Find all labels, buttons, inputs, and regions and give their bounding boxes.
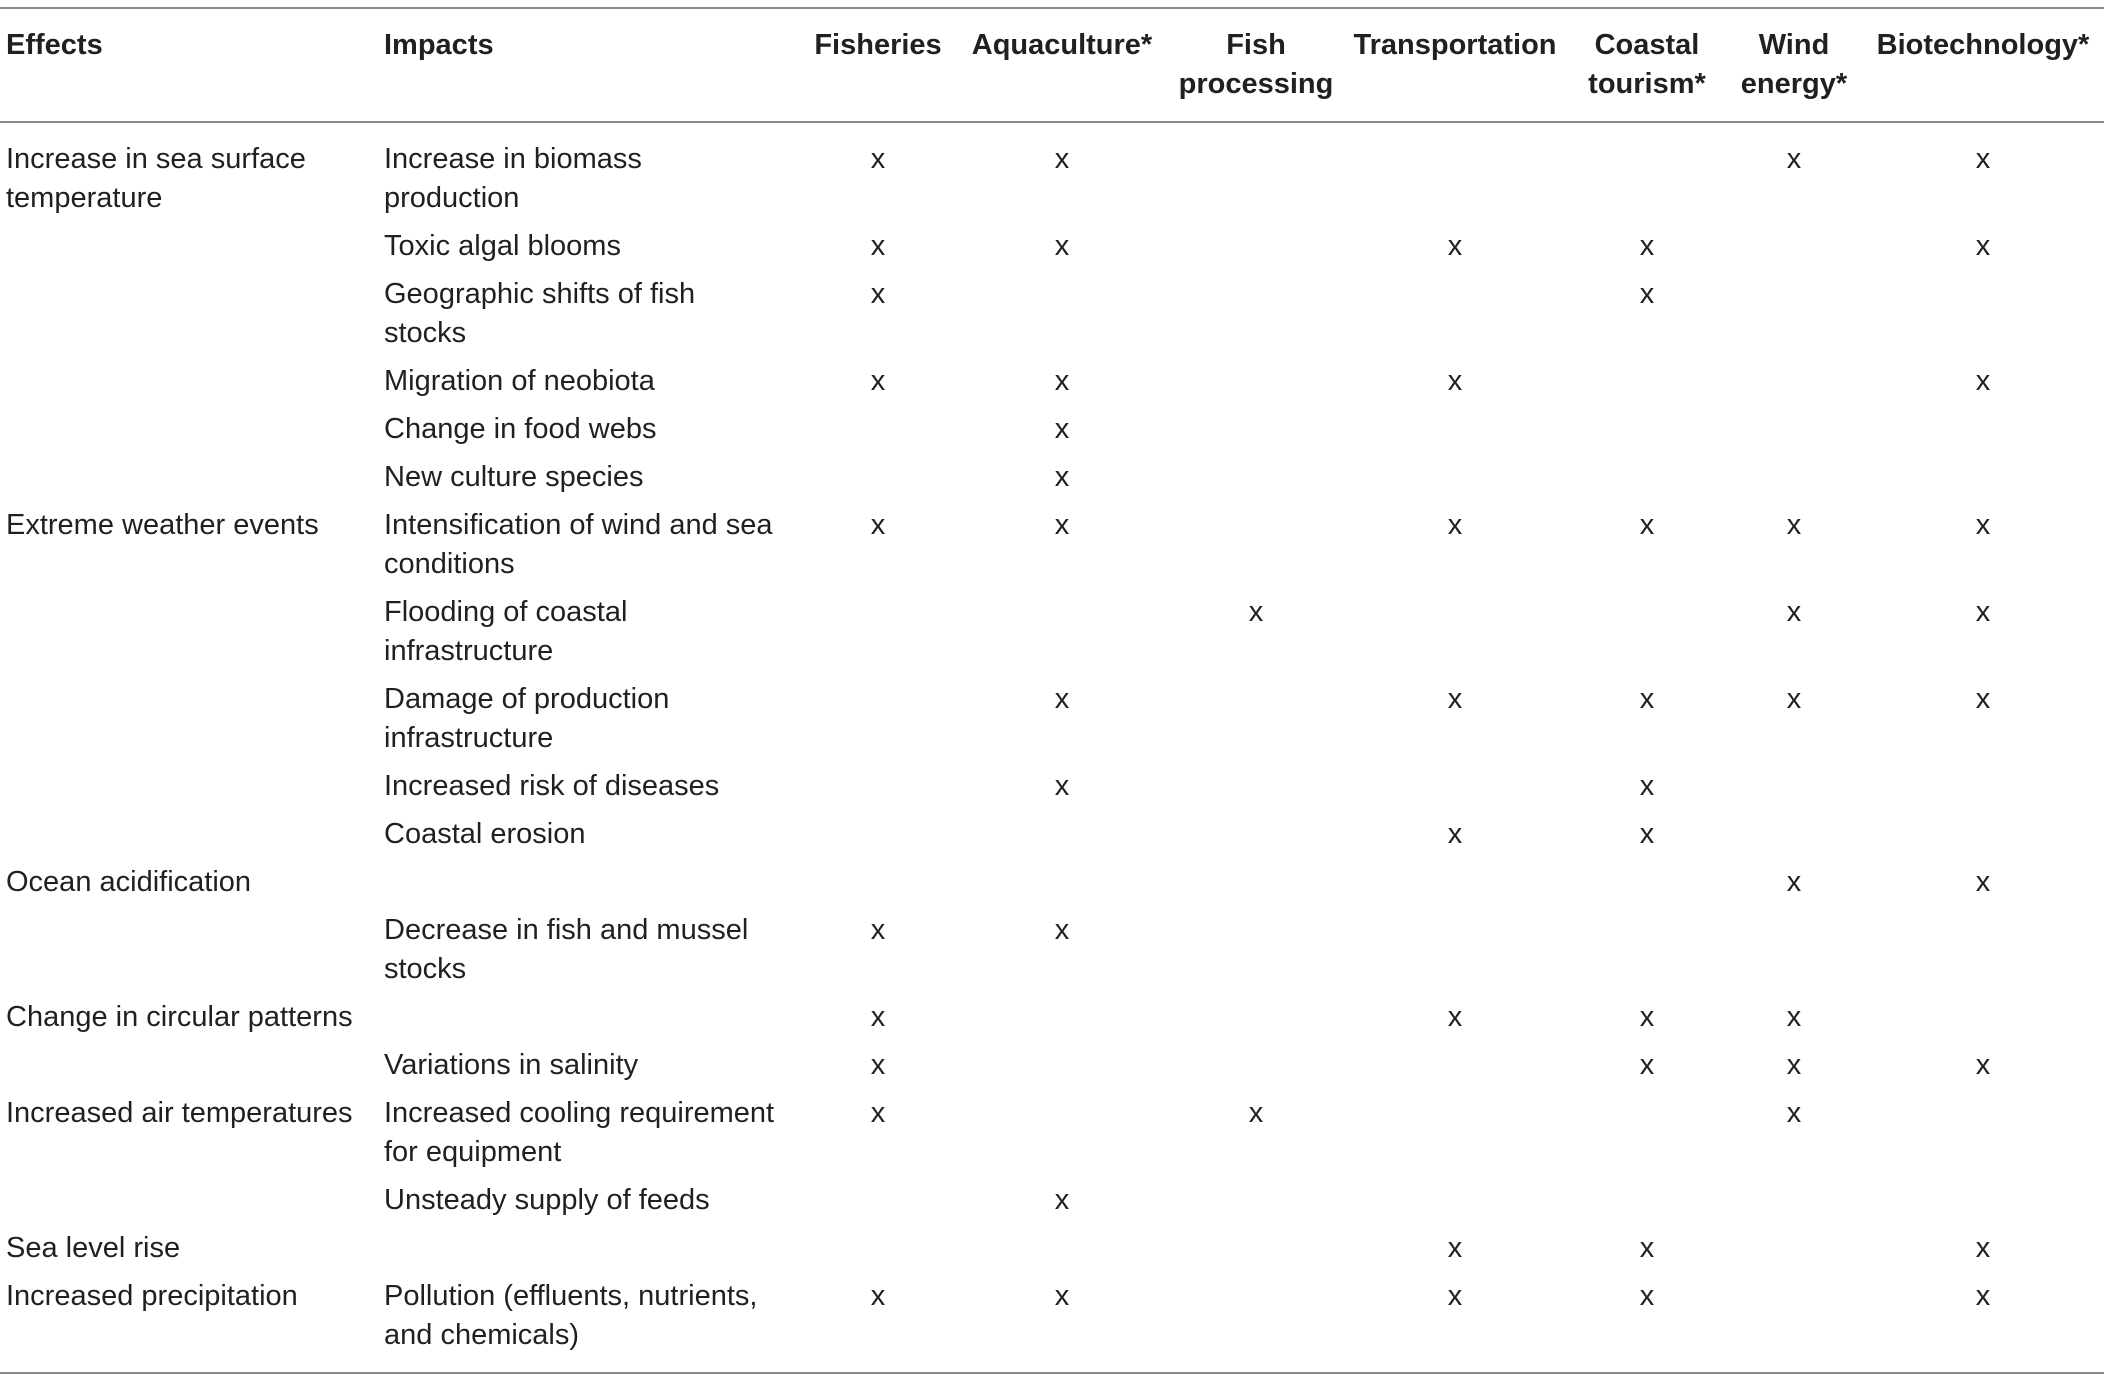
mark-cell-transportation <box>1342 1090 1568 1177</box>
mark-cell-fisheries: x <box>870 914 886 946</box>
mark-cell-biotechnology: x <box>1975 1232 1991 1264</box>
mark-cell-wind-energy <box>1726 223 1862 271</box>
mark-cell-aquaculture: x <box>1054 230 1070 262</box>
table-row <box>0 454 2104 502</box>
mark-cell-fish-processing <box>1170 454 1342 502</box>
mark-cell-aquaculture: x <box>1054 143 1070 175</box>
mark-cell-biotechnology: x <box>1975 1049 1991 1081</box>
impact-cell: Flooding of coastal infrastructure <box>384 596 628 667</box>
mark-cell-aquaculture <box>954 859 1170 907</box>
mark-cell-coastal-tourism: x <box>1639 509 1655 541</box>
mark-cell-aquaculture <box>954 1090 1170 1177</box>
column-header-transportation: Transportation <box>1353 29 1557 61</box>
mark-cell-wind-energy <box>1726 271 1862 358</box>
table-row <box>0 1042 2104 1090</box>
table-row <box>0 589 2104 676</box>
mark-cell-biotechnology: x <box>1975 683 1991 715</box>
mark-cell-fisheries: x <box>870 1097 886 1129</box>
column-header-fisheries: Fisheries <box>814 29 942 61</box>
mark-cell-transportation: x <box>1447 1001 1463 1033</box>
impact-cell: Increased risk of diseases <box>384 770 720 802</box>
table-row <box>0 763 2104 811</box>
effect-cell <box>0 223 378 271</box>
mark-cell-aquaculture: x <box>1054 1184 1070 1216</box>
mark-cell-aquaculture: x <box>1054 461 1070 493</box>
mark-cell-biotechnology: x <box>1975 143 1991 175</box>
mark-cell-coastal-tourism: x <box>1639 1280 1655 1312</box>
mark-cell-fish-processing <box>1170 502 1342 589</box>
mark-cell-fisheries: x <box>870 1001 886 1033</box>
effect-cell <box>0 271 378 358</box>
mark-cell-fish-processing: x <box>1248 1097 1264 1129</box>
mark-cell-biotechnology <box>1862 271 2104 358</box>
mark-cell-wind-energy: x <box>1786 1097 1802 1129</box>
table-row <box>0 1090 2104 1177</box>
mark-cell-coastal-tourism <box>1568 1177 1726 1225</box>
effect-cell <box>0 454 378 502</box>
impact-cell <box>378 859 802 907</box>
impact-cell: Coastal erosion <box>384 818 586 850</box>
column-header-effects: Effects <box>6 29 103 61</box>
mark-cell-fish-processing <box>1170 358 1342 406</box>
mark-cell-aquaculture <box>954 994 1170 1042</box>
mark-cell-aquaculture <box>954 271 1170 358</box>
mark-cell-wind-energy: x <box>1786 1001 1802 1033</box>
effect-cell: Ocean acidification <box>6 866 252 898</box>
effect-cell: Increased precipitation <box>6 1280 298 1312</box>
table-row <box>0 223 2104 271</box>
mark-cell-transportation <box>1342 454 1568 502</box>
mark-cell-coastal-tourism <box>1568 358 1726 406</box>
mark-cell-fish-processing <box>1170 811 1342 859</box>
impact-cell <box>378 1225 802 1273</box>
mark-cell-wind-energy <box>1726 1225 1862 1273</box>
mark-cell-biotechnology: x <box>1975 596 1991 628</box>
mark-cell-fish-processing <box>1170 271 1342 358</box>
impact-cell: Pollution (effluents, nutrients, and chemicals) <box>384 1280 758 1351</box>
mark-cell-transportation: x <box>1447 1280 1463 1312</box>
mark-cell-fish-processing <box>1170 223 1342 271</box>
mark-cell-fish-processing: x <box>1248 596 1264 628</box>
effect-cell <box>0 676 378 763</box>
table-row <box>0 502 2104 589</box>
mark-cell-aquaculture: x <box>1054 413 1070 445</box>
mark-cell-fisheries: x <box>870 1280 886 1312</box>
impact-cell <box>378 994 802 1042</box>
effect-cell <box>0 1177 378 1225</box>
impact-cell: Unsteady supply of feeds <box>384 1184 710 1216</box>
table-row <box>0 122 2104 223</box>
mark-cell-wind-energy <box>1726 1273 1862 1373</box>
mark-cell-aquaculture <box>954 589 1170 676</box>
mark-cell-fisheries: x <box>870 278 886 310</box>
mark-cell-transportation <box>1342 122 1568 223</box>
mark-cell-fisheries: x <box>870 365 886 397</box>
mark-cell-aquaculture: x <box>1054 365 1070 397</box>
mark-cell-biotechnology <box>1862 811 2104 859</box>
mark-cell-transportation: x <box>1447 683 1463 715</box>
impact-cell: Increased cooling requirement for equipment <box>384 1097 775 1168</box>
mark-cell-fisheries <box>802 406 954 454</box>
table-row <box>0 994 2104 1042</box>
mark-cell-coastal-tourism: x <box>1639 1049 1655 1081</box>
effect-cell <box>0 907 378 994</box>
mark-cell-aquaculture <box>954 1225 1170 1273</box>
mark-cell-biotechnology: x <box>1975 866 1991 898</box>
impact-cell: Geographic shifts of fish stocks <box>384 278 696 349</box>
header-row <box>0 8 2104 122</box>
mark-cell-aquaculture: x <box>1054 509 1070 541</box>
table-body <box>0 122 2104 1373</box>
impact-cell: Change in food webs <box>384 413 657 445</box>
mark-cell-fisheries <box>802 859 954 907</box>
impact-cell: Increase in biomass production <box>384 143 642 214</box>
mark-cell-fisheries: x <box>870 1049 886 1081</box>
mark-cell-coastal-tourism: x <box>1639 818 1655 850</box>
mark-cell-transportation <box>1342 271 1568 358</box>
mark-cell-fisheries: x <box>870 230 886 262</box>
column-header-coastal-tourism: Coastal tourism* <box>1588 29 1706 100</box>
mark-cell-biotechnology <box>1862 907 2104 994</box>
mark-cell-coastal-tourism: x <box>1639 1001 1655 1033</box>
mark-cell-aquaculture: x <box>1054 770 1070 802</box>
impact-cell: Variations in salinity <box>384 1049 639 1081</box>
table-row <box>0 907 2104 994</box>
effect-cell <box>0 811 378 859</box>
mark-cell-biotechnology: x <box>1975 1280 1991 1312</box>
table-row <box>0 676 2104 763</box>
mark-cell-fisheries: x <box>870 143 886 175</box>
mark-cell-fisheries <box>802 454 954 502</box>
mark-cell-transportation <box>1342 763 1568 811</box>
mark-cell-fish-processing <box>1170 1225 1342 1273</box>
mark-cell-fish-processing <box>1170 676 1342 763</box>
table-row <box>0 1225 2104 1273</box>
mark-cell-wind-energy <box>1726 406 1862 454</box>
mark-cell-biotechnology: x <box>1975 509 1991 541</box>
mark-cell-transportation <box>1342 859 1568 907</box>
table-row <box>0 1273 2104 1373</box>
mark-cell-fisheries <box>802 676 954 763</box>
effect-cell: Increased air temperatures <box>6 1097 353 1129</box>
mark-cell-biotechnology <box>1862 763 2104 811</box>
mark-cell-coastal-tourism: x <box>1639 278 1655 310</box>
mark-cell-biotechnology: x <box>1975 230 1991 262</box>
effect-cell: Increase in sea surface temperature <box>6 143 306 214</box>
mark-cell-coastal-tourism: x <box>1639 1232 1655 1264</box>
effect-cell: Extreme weather events <box>6 509 319 541</box>
mark-cell-transportation <box>1342 1042 1568 1090</box>
mark-cell-fisheries <box>802 1177 954 1225</box>
mark-cell-fish-processing <box>1170 859 1342 907</box>
impact-cell: New culture species <box>384 461 644 493</box>
mark-cell-coastal-tourism <box>1568 454 1726 502</box>
mark-cell-biotechnology <box>1862 1090 2104 1177</box>
mark-cell-biotechnology <box>1862 1177 2104 1225</box>
impact-cell: Toxic algal blooms <box>384 230 621 262</box>
impact-cell: Intensification of wind and sea conditions <box>384 509 773 580</box>
impact-cell: Migration of neobiota <box>384 365 655 397</box>
mark-cell-aquaculture: x <box>1054 914 1070 946</box>
impact-cell: Damage of production infrastructure <box>384 683 670 754</box>
mark-cell-wind-energy <box>1726 454 1862 502</box>
mark-cell-fish-processing <box>1170 406 1342 454</box>
mark-cell-wind-energy: x <box>1786 143 1802 175</box>
table-row <box>0 271 2104 358</box>
mark-cell-coastal-tourism: x <box>1639 683 1655 715</box>
mark-cell-wind-energy <box>1726 811 1862 859</box>
mark-cell-fish-processing <box>1170 1042 1342 1090</box>
effect-cell <box>0 358 378 406</box>
column-header-aquaculture: Aquaculture* <box>971 29 1153 61</box>
mark-cell-biotechnology <box>1862 994 2104 1042</box>
mark-cell-fish-processing <box>1170 1273 1342 1373</box>
mark-cell-coastal-tourism <box>1568 1090 1726 1177</box>
mark-cell-transportation <box>1342 589 1568 676</box>
mark-cell-wind-energy <box>1726 358 1862 406</box>
mark-cell-fish-processing <box>1170 763 1342 811</box>
column-header-fish-processing: Fish processing <box>1178 29 1334 100</box>
mark-cell-fish-processing <box>1170 122 1342 223</box>
mark-cell-wind-energy: x <box>1786 1049 1802 1081</box>
mark-cell-wind-energy <box>1726 907 1862 994</box>
column-header-biotechnology: Biotechnology* <box>1876 29 2090 61</box>
effect-cell: Change in circular patterns <box>6 1001 353 1033</box>
effect-cell <box>0 763 378 811</box>
mark-cell-transportation: x <box>1447 230 1463 262</box>
mark-cell-transportation <box>1342 406 1568 454</box>
mark-cell-aquaculture <box>954 811 1170 859</box>
mark-cell-fisheries <box>802 1225 954 1273</box>
mark-cell-transportation: x <box>1447 1232 1463 1264</box>
table-row <box>0 811 2104 859</box>
mark-cell-fisheries <box>802 811 954 859</box>
table-row <box>0 859 2104 907</box>
mark-cell-biotechnology: x <box>1975 365 1991 397</box>
mark-cell-wind-energy <box>1726 763 1862 811</box>
mark-cell-aquaculture: x <box>1054 1280 1070 1312</box>
mark-cell-fish-processing <box>1170 994 1342 1042</box>
mark-cell-transportation: x <box>1447 365 1463 397</box>
mark-cell-fisheries <box>802 763 954 811</box>
mark-cell-wind-energy: x <box>1786 866 1802 898</box>
mark-cell-coastal-tourism <box>1568 907 1726 994</box>
table-row <box>0 358 2104 406</box>
mark-cell-transportation: x <box>1447 509 1463 541</box>
column-header-wind-energy: Wind energy* <box>1740 29 1848 100</box>
mark-cell-coastal-tourism: x <box>1639 770 1655 802</box>
mark-cell-coastal-tourism <box>1568 122 1726 223</box>
mark-cell-wind-energy: x <box>1786 683 1802 715</box>
mark-cell-fish-processing <box>1170 907 1342 994</box>
table-row <box>0 1177 2104 1225</box>
mark-cell-biotechnology <box>1862 454 2104 502</box>
mark-cell-transportation <box>1342 1177 1568 1225</box>
mark-cell-aquaculture: x <box>1054 683 1070 715</box>
mark-cell-coastal-tourism <box>1568 859 1726 907</box>
mark-cell-aquaculture <box>954 1042 1170 1090</box>
mark-cell-wind-energy <box>1726 1177 1862 1225</box>
table-row <box>0 406 2104 454</box>
mark-cell-coastal-tourism <box>1568 406 1726 454</box>
mark-cell-wind-energy: x <box>1786 509 1802 541</box>
effect-cell <box>0 1042 378 1090</box>
mark-cell-wind-energy: x <box>1786 596 1802 628</box>
mark-cell-fisheries: x <box>870 509 886 541</box>
mark-cell-fisheries <box>802 589 954 676</box>
mark-cell-transportation <box>1342 907 1568 994</box>
column-header-impacts: Impacts <box>384 29 494 61</box>
mark-cell-transportation: x <box>1447 818 1463 850</box>
effect-cell <box>0 589 378 676</box>
impacts-table <box>0 7 2104 1374</box>
impact-cell: Decrease in fish and mussel stocks <box>384 914 749 985</box>
effect-cell: Sea level rise <box>6 1232 181 1264</box>
mark-cell-biotechnology <box>1862 406 2104 454</box>
effect-cell <box>0 406 378 454</box>
mark-cell-coastal-tourism: x <box>1639 230 1655 262</box>
mark-cell-fish-processing <box>1170 1177 1342 1225</box>
mark-cell-coastal-tourism <box>1568 589 1726 676</box>
